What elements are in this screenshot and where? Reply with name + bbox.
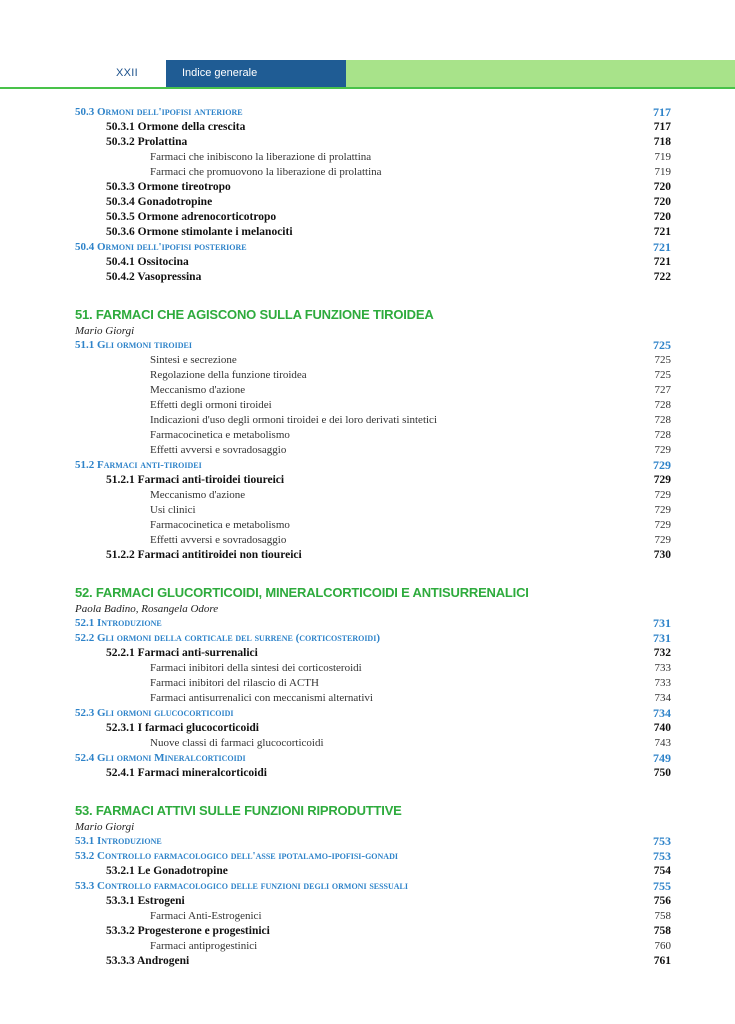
toc-entry-label: 52.2.1 Farmaci anti-surrenalici — [106, 647, 258, 659]
toc-page-number: 753 — [653, 834, 671, 848]
toc-entry-label: 50.3.6 Ormone stimolante i melanociti — [106, 226, 293, 238]
toc-entry-label: 52.2 Gli ormoni della corticale del surrene (corticosteroidi) — [75, 632, 380, 644]
toc-subsection-row — [75, 195, 671, 210]
toc-item-row — [75, 428, 671, 443]
toc-section-row — [75, 105, 671, 120]
toc-item-row — [75, 503, 671, 518]
toc-item-row — [75, 413, 671, 428]
toc-page-number: 758 — [653, 925, 671, 937]
toc-page-number: 731 — [653, 616, 671, 630]
toc-page-number: 734 — [654, 692, 671, 704]
toc-page-number: 721 — [653, 256, 671, 268]
toc-item-row — [75, 518, 671, 533]
toc-entry-label: 50.4 Ormoni dell'ipofisi posteriore — [75, 241, 247, 253]
toc-section-row — [75, 751, 671, 766]
toc-page-number: 730 — [653, 549, 671, 561]
toc-entry-label: Regolazione della funzione tiroidea — [150, 369, 307, 381]
toc-subsection-row — [75, 473, 671, 488]
toc-page-number: 734 — [653, 706, 671, 720]
toc-entry-label: 53.1 Introduzione — [75, 835, 162, 847]
toc-item-row — [75, 398, 671, 413]
toc-page-number: 740 — [653, 722, 671, 734]
header-page-number: XXII — [116, 67, 138, 79]
toc-page-number: 729 — [653, 458, 671, 472]
toc-entry-label: 53.3 Controllo farmacologico delle funzioni degli ormoni sessuali — [75, 880, 409, 892]
toc-item-row — [75, 368, 671, 383]
toc-entry-label: 50.3.4 Gonadotropine — [106, 196, 213, 208]
toc-page-number: 729 — [653, 474, 671, 486]
header-title: Indice generale — [182, 67, 258, 79]
toc-entry-label: 50.3.5 Ormone adrenocorticotropo — [106, 211, 277, 223]
toc-item-row — [75, 909, 671, 924]
toc-page-number: 728 — [654, 399, 671, 411]
toc-item-row — [75, 443, 671, 458]
toc-page-number: 750 — [653, 767, 671, 779]
toc-section-row — [75, 706, 671, 721]
toc-page-number: 729 — [654, 534, 671, 546]
toc-entry-label: Effetti avversi e sovradosaggio — [150, 534, 287, 546]
toc-subsection-row — [75, 548, 671, 563]
toc-entry-label: 50.3.2 Prolattina — [106, 136, 188, 148]
toc-page-number: 722 — [653, 271, 671, 283]
toc-item-row — [75, 736, 671, 751]
toc-item-row — [75, 353, 671, 368]
toc-page-number: 719 — [654, 166, 671, 178]
toc-subsection-row — [75, 225, 671, 240]
toc-item-row — [75, 939, 671, 954]
toc-page-number: 761 — [653, 955, 671, 967]
toc-page-number: 731 — [653, 631, 671, 645]
toc-subsection-row — [75, 894, 671, 909]
toc-page-number: 718 — [653, 136, 671, 148]
toc-entry-label: 52.1 Introduzione — [75, 617, 162, 629]
toc-entry-label: 51.1 Gli ormoni tiroidei — [75, 339, 192, 351]
toc-entry-label: 52.4.1 Farmaci mineralcorticoidi — [106, 767, 267, 779]
toc-entry-label: 50.3.1 Ormone della crescita — [106, 121, 246, 133]
toc-page-number: 755 — [653, 879, 671, 893]
toc-page-number: 729 — [654, 489, 671, 501]
chapter-author: Paola Badino, Rosangela Odore — [75, 603, 219, 615]
toc-page-number: 729 — [654, 519, 671, 531]
toc-entry-label: 51.2 Farmaci anti-tiroidei — [75, 459, 202, 471]
toc-page-number: 733 — [654, 662, 671, 674]
toc-page-number: 749 — [653, 751, 671, 765]
toc-page-number: 725 — [654, 369, 671, 381]
toc-subsection-row — [75, 721, 671, 736]
toc-entry-label: 50.3.3 Ormone tireotropo — [106, 181, 231, 193]
toc-entry-label: Farmaci inibitori della sintesi dei corticosteroidi — [150, 662, 362, 674]
toc-section-row — [75, 879, 671, 894]
toc-item-row — [75, 691, 671, 706]
toc-item-row — [75, 488, 671, 503]
toc-page-number: 732 — [653, 647, 671, 659]
toc-entry-label: Farmaci antiprogestinici — [150, 940, 258, 952]
toc-subsection-row — [75, 954, 671, 969]
toc-entry-label: 53.3.1 Estrogeni — [106, 895, 185, 907]
toc-entry-label: Effetti avversi e sovradosaggio — [150, 444, 287, 456]
toc-page-number: 717 — [653, 105, 671, 119]
toc-item-row — [75, 676, 671, 691]
toc-entry-label: 50.4.2 Vasopressina — [106, 271, 202, 283]
toc-item-row — [75, 165, 671, 180]
toc-page-number: 756 — [653, 895, 671, 907]
toc-entry-label: Nuove classi di farmaci glucocorticoidi — [150, 737, 324, 749]
toc-entry-label: Farmacocinetica e metabolismo — [150, 429, 290, 441]
toc-page-number: 725 — [653, 338, 671, 352]
toc-entry-label: 53.3.2 Progesterone e progestinici — [106, 925, 270, 937]
toc-subsection-row — [75, 766, 671, 781]
toc-page-number: 725 — [654, 354, 671, 366]
chapter-author: Mario Giorgi — [75, 821, 135, 833]
toc-page-number: 721 — [653, 240, 671, 254]
toc-page-number: 720 — [653, 196, 671, 208]
toc-page-number: 719 — [654, 151, 671, 163]
toc-entry-label: 52.3.1 I farmaci glucocorticoidi — [106, 722, 259, 734]
toc-section-row — [75, 834, 671, 849]
toc-entry-label: Farmaci inibitori del rilascio di ACTH — [150, 677, 319, 689]
toc-entry-label: 53.3.3 Androgeni — [106, 955, 190, 967]
chapter-author: Mario Giorgi — [75, 325, 135, 337]
toc-entry-label: 52.3 Gli ormoni glucocorticoidi — [75, 707, 234, 719]
header-page-box — [0, 60, 166, 88]
toc-entry-label: Meccanismo d'azione — [150, 489, 246, 501]
toc-page-number: 758 — [654, 910, 671, 922]
toc-entry-label: 53.2 Controllo farmacologico dell'asse ipotalamo-ipofisi-gonadi — [75, 850, 398, 862]
toc-entry-label: 50.4.1 Ossitocina — [106, 256, 189, 268]
toc-entry-label: Effetti degli ormoni tiroidei — [150, 399, 272, 411]
toc-section-row — [75, 616, 671, 631]
toc-subsection-row — [75, 210, 671, 225]
toc-entry-label: Usi clinici — [150, 504, 196, 516]
toc-entry-label: 52.4 Gli ormoni Mineralcorticoidi — [75, 752, 246, 764]
toc-entry-label: Farmaci antisurrenalici con meccanismi alternativi — [150, 692, 373, 704]
toc-entry-label: Sintesi e secrezione — [150, 354, 237, 366]
toc-page-number: 721 — [653, 226, 671, 238]
toc-page-number: 728 — [654, 414, 671, 426]
toc-section-row — [75, 849, 671, 864]
toc-item-row — [75, 383, 671, 398]
toc-section-row — [75, 338, 671, 353]
toc-page-number: 753 — [653, 849, 671, 863]
toc-page-number: 733 — [654, 677, 671, 689]
table-of-contents — [75, 105, 671, 969]
chapter-title: 51. FARMACI CHE AGISCONO SULLA FUNZIONE TIROIDEA — [75, 307, 434, 322]
toc-subsection-row — [75, 180, 671, 195]
toc-page-number: 720 — [653, 181, 671, 193]
toc-entry-label: Farmacocinetica e metabolismo — [150, 519, 290, 531]
toc-page-number: 717 — [653, 121, 671, 133]
toc-item-row — [75, 150, 671, 165]
toc-entry-label: Indicazioni d'uso degli ormoni tiroidei e dei loro derivati sintetici — [150, 414, 437, 426]
toc-section-row — [75, 458, 671, 473]
toc-page-number: 728 — [654, 429, 671, 441]
toc-item-row — [75, 533, 671, 548]
toc-subsection-row — [75, 270, 671, 285]
toc-section-row — [75, 631, 671, 646]
toc-subsection-row — [75, 864, 671, 879]
toc-entry-label: 51.2.2 Farmaci antitiroidei non tioureici — [106, 549, 302, 561]
toc-entry-label: Farmaci Anti-Estrogenici — [150, 910, 262, 922]
toc-item-row — [75, 661, 671, 676]
toc-page-number: 729 — [654, 504, 671, 516]
toc-entry-label: Farmaci che promuovono la liberazione di prolattina — [150, 166, 382, 178]
toc-page-number: 754 — [653, 865, 671, 877]
toc-subsection-row — [75, 646, 671, 661]
toc-page-number: 720 — [653, 211, 671, 223]
header-divider — [0, 87, 735, 89]
chapter-title: 53. FARMACI ATTIVI SULLE FUNZIONI RIPRODUTTIVE — [75, 803, 402, 818]
toc-subsection-row — [75, 924, 671, 939]
chapter-title: 52. FARMACI GLUCORTICOIDI, MINERALCORTICOIDI E ANTISURRENALICI — [75, 585, 529, 600]
toc-entry-label: 53.2.1 Le Gonadotropine — [106, 865, 228, 877]
toc-entry-label: 51.2.1 Farmaci anti-tiroidei tioureici — [106, 474, 285, 486]
toc-page-number: 743 — [654, 737, 671, 749]
toc-entry-label: 50.3 Ormoni dell'ipofisi anteriore — [75, 106, 243, 118]
toc-page-number: 729 — [654, 444, 671, 456]
toc-page-number: 760 — [654, 940, 671, 952]
toc-section-row — [75, 240, 671, 255]
toc-entry-label: Farmaci che inibiscono la liberazione di prolattina — [150, 151, 372, 163]
toc-entry-label: Meccanismo d'azione — [150, 384, 246, 396]
toc-subsection-row — [75, 255, 671, 270]
toc-page-number: 727 — [654, 384, 671, 396]
toc-subsection-row — [75, 120, 671, 135]
toc-subsection-row — [75, 135, 671, 150]
